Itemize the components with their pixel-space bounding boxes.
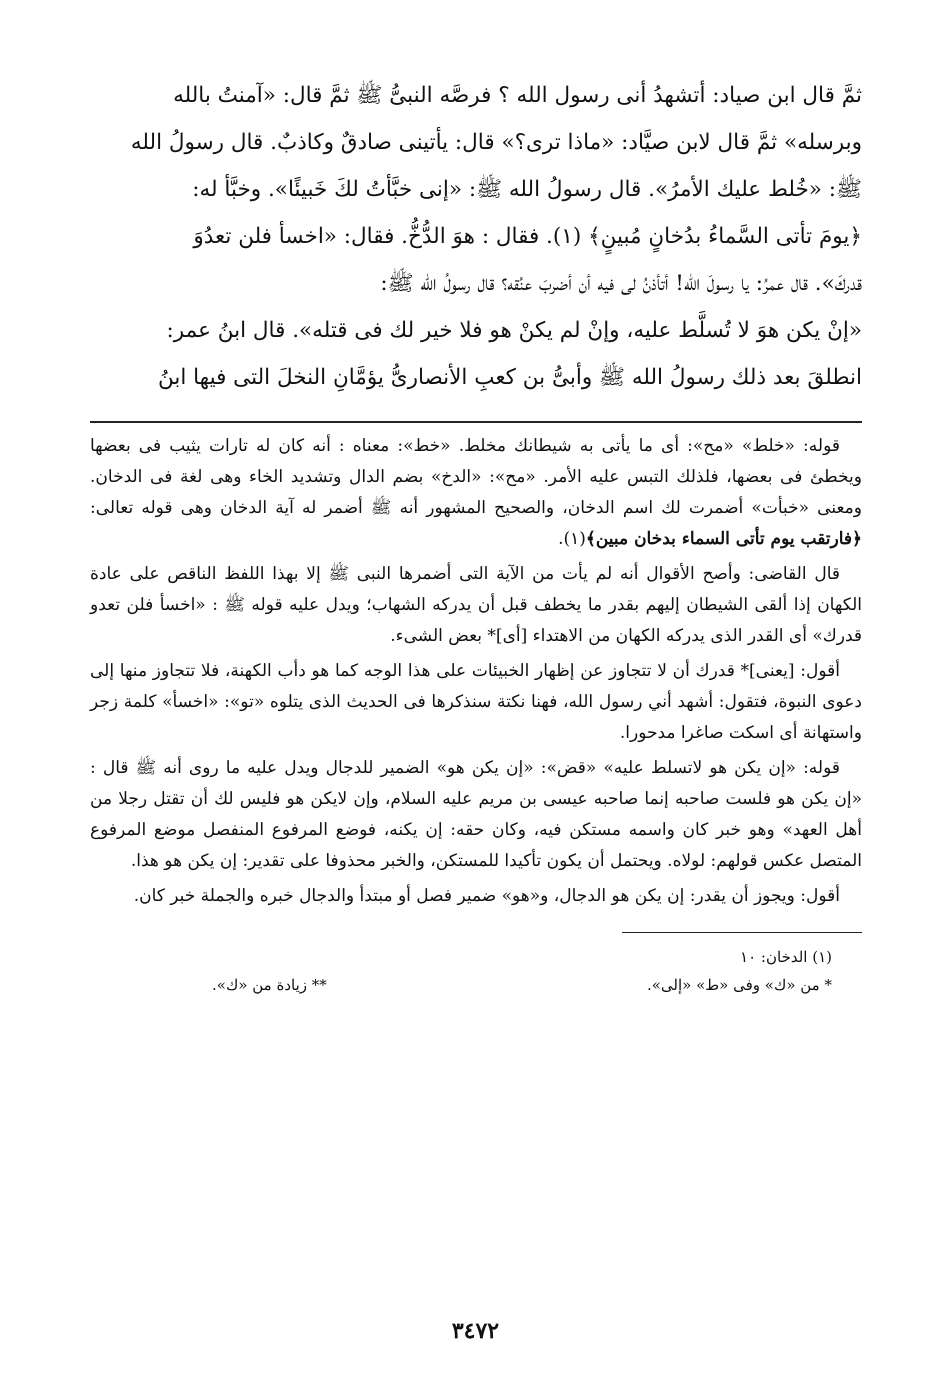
hadith-line: ﴿يومَ تأتى السَّماءُ بدُخانٍ مُبينٍ﴾ (١). فقال : هوَ الدُّخُّ. فقال: «اخسأ فلن تعدُوَ [193, 224, 862, 249]
commentary-paragraph: قوله: «إن يكن هو لاتسلط عليه» «قض»: «إن يكن هو» الضمير للدجال ويدل عليه ما روى أنه ﷺ قال : «إن يكن هو فلست صاحبه إنما صاحبه عيسى بن مريم عليه السلام، وإن لايكن هو فليس لك أن تقتل رجلا من أهل العهد» وهو خبر كان واسمه مستكن فيه، وكان حقه: إن يكنه، فوضع المرفوع المنفصل موضع المرفوع المتصل عكس قولهم: لولاه. ويحتمل أن يكون تأكيدا للمستكن، والخبر محذوفا على تقدير: إن يكن هو هذا. [90, 758, 862, 871]
hadith-line: انطلقَ بعد ذلك رسولُ الله ﷺ وأبىُّ بن كعبِ الأنصارىُّ يؤمَّانِ النخلَ التى فيها ابنُ [157, 365, 862, 390]
footnotes [90, 943, 862, 999]
commentary [90, 431, 862, 912]
commentary-paragraph: أقول: ويجوز أن يقدر: إن يكن هو الدجال، و«هو» ضمير فصل أو مبتدأ والدجال خبره والجملة خبر كان. [133, 886, 840, 906]
quran-verse: ﴿فارتقب يوم تأتى السماء بدخان مبين﴾ [585, 529, 862, 549]
hadith-line: ثمَّ قال ابن صياد: أتشهدُ أنى رسول الله ؟ فرصَّه النبىُّ ﷺ ثمَّ قال: «آمنتُ بالله [173, 83, 862, 108]
commentary-paragraph: أقول: [يعنى]* قدرك أن لا تتجاوز عن إظهار الخبيئات على هذا الوجه كما هو دأب الكهنة، فلا تتجاوز منها إلى دعوى النبوة، فتقول: أشهد أني رسول الله، فهنا نكتة سنذكرها فى الحديث الذى يتلوه «تو»: «اخسأ» كلمة زجر واستهانة أى اسكت صاغرا مدحورا. [90, 661, 862, 743]
hadith-line: «إنْ يكن هوَ لا تُسلَّط عليه، وإنْ لم يكنْ هو فلا خير لك فى قتله». قال ابنُ عمر: [166, 318, 862, 343]
page-number: ٣٤٧٢ [451, 1318, 500, 1344]
footnote-star: * من «ك» وفى «ط» «إلى». [646, 976, 832, 994]
hadith-line: ﷺ: «خُلط عليك الأمرُ». قال رسولُ الله ﷺ: «إنى خبَّأتُ لكَ خَبيئًا». وخبَّأ له: [192, 177, 862, 202]
commentary-paragraph [90, 431, 862, 555]
hadith-line: قدركَ». قال عمرُ: يا رسولَ الله! أتأذنُ لى فيه أن أضربَ عنُقه؟ قال رسولُ الله ﷺ: [380, 271, 862, 296]
page [90, 72, 862, 999]
commentary-paragraph: قال القاضى: وأصح الأقوال أنه لم يأت من الآية التى أضمرها النبى ﷺ إلا بهذا اللفظ الناقص على عادة الكهان إذا ألقى الشيطان إليهم بقدر ما يخطف قبل أن يدركه الشهاب؛ ويدل عليه قوله ﷺ : «اخسأ فلن تعدو قدرك» أى القدر الذى يدركه الكهان من الاهتداء [أى]* بعض الشىء. [90, 564, 862, 646]
commentary-text: قوله: «خلط» «مح»: أى ما يأتى به شيطانك مخلط. «خط»: معناه : أنه كان له تارات يثيب فى بعضها ويخطئ فى بعضها، فلذلك التبس عليه الأمر. «مح»: «الدخ» بضم الدال وتشديد الخاء وهى لغة فى الدخان. ومعنى «خبأت» أضمرت لك اسم الدخان، والصحيح المشهور أنه ﷺ أضمر له آية الدخان وهى قوله تعالى: [90, 436, 862, 518]
footnote-double-star: ** زيادة من «ك». [212, 976, 327, 994]
footnote-1: (١) الدخان: ١٠ [740, 948, 832, 966]
footnote-marker: (١). [558, 529, 586, 549]
hadith-line: وبرسله» ثمَّ قال لابن صيَّاد: «ماذا ترى؟» قال: يأتينى صادقٌ وكاذبٌ. قال رسولُ الله [130, 130, 862, 155]
main-divider [90, 421, 862, 423]
footnote-row [212, 971, 862, 999]
hadith-text [90, 72, 862, 401]
footnote-divider [622, 932, 862, 933]
